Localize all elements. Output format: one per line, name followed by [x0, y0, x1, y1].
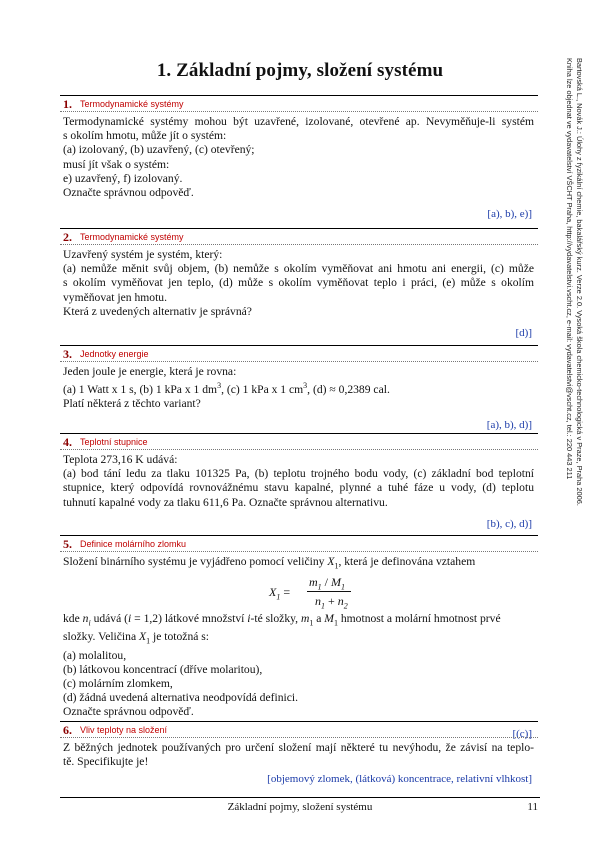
option-line: (c) molárním zlomkem, [63, 676, 173, 690]
footer-text: Základní pojmy, složení systému [227, 801, 373, 813]
text-run: (a) 1 Watt x 1 s, (b) 1 kPa x 1 dm [63, 383, 218, 397]
text-line: (a) izolovaný, (b) uzavřený, (c) otevřený; [63, 143, 255, 157]
text-run: Složení binárního systému je vyjádřeno pomocí veličiny [63, 555, 325, 568]
text-line: e) uzavřený, f) izolovaný. [63, 171, 183, 185]
problem-5 [60, 535, 538, 741]
page-title: 1. Základní pojmy, složení systému [156, 60, 444, 81]
problem-category: Termodynamické systémy [80, 99, 184, 109]
subscript: 1 [334, 561, 339, 571]
page-footer [60, 797, 540, 818]
text-line: kde $n_i$ udává (i = 1,2) látkové množství i-té složky, $m_1$ a $M_1$ hmotnost a molární hmotnost prvé [63, 611, 501, 627]
problem-header [60, 433, 538, 450]
text-line: Termodynamické systémy mohou být uzavřené, izolované, otevřené ap. Nevyměňuje-li systém [63, 115, 534, 128]
text-line: Platí některá z těchto variant? [63, 397, 201, 411]
fraction-bar [307, 591, 351, 592]
formula-denominator: $n_1 + n_2$ [315, 593, 348, 610]
symbol: X [327, 555, 335, 568]
text-line: stupnice, který odpovídá rovnovážnému stavu kapalné, plynné a tuhé fáze u vody, (d) teplotu [63, 481, 534, 495]
problem-body [60, 738, 538, 787]
problem-2 [60, 228, 538, 340]
answer: [a), b), d)] [486, 419, 532, 432]
text-line [63, 379, 534, 397]
option-line: (a) molalitou, [63, 648, 127, 662]
problem-body [60, 362, 538, 433]
problem-body [60, 552, 538, 741]
superscript: 3 [217, 381, 222, 391]
answer: [(c)] [512, 727, 532, 740]
problem-category: Jednotky energie [80, 349, 149, 359]
text-line: Teplota 273,16 K udává: [63, 453, 178, 466]
problem-1 [60, 95, 538, 221]
text-line: musí jít však o systém: [63, 157, 170, 171]
problem-number: 5. [63, 537, 72, 551]
problem-4 [60, 433, 538, 531]
option-line: (b) látkovou koncentrací (dříve molaritou), [63, 662, 263, 676]
problem-header [60, 345, 538, 362]
problem-category: Teplotní stupnice [80, 437, 148, 447]
side-note-line2: Kniha lze objednat ve vydavatelství VŠCHT Praha, http://vydavatelstvi.vscht.cz, e-mail: vydavatelstvi@vscht.cz, tel.: 220 443 211 [565, 58, 574, 480]
text-line: vyměňovat jen hmotu. [63, 290, 168, 304]
text-line: složky. Veličina $X_1$ je totožná s: [63, 630, 210, 646]
text-line: Jeden joule je energie, která je rovna: [63, 365, 237, 378]
text-line: s okolím vyměňovat jen teplo, (d) může s okolím vyměňovat teplo i práci, (e) může s okolím [63, 276, 534, 290]
text-line: (a) nemůže měnit svůj objem, (b) nemůže s okolím vyměňovat ani hmotu ani energii, (c) může [63, 262, 534, 276]
superscript: 3 [303, 381, 308, 391]
problem-header [60, 95, 538, 112]
option-line: (d) žádná uvedená alternativa neodpovídá definici. [63, 691, 298, 705]
text-line: s okolím hmotu, může jít o systém: [63, 129, 227, 143]
problem-6 [60, 721, 538, 787]
problem-body [60, 245, 538, 340]
problem-number: 4. [63, 435, 72, 449]
text-line: (a) bod tání ledu za tlaku 101325 Pa, (b) teplotu trojného bodu vody, (c) základní bod teplotní [63, 467, 534, 481]
text-line: Označte správnou odpověď. [63, 186, 194, 200]
answer: [a), b), e)] [487, 208, 532, 221]
text-run: , (c) 1 kPa x 1 cm [221, 383, 304, 397]
side-note [566, 58, 598, 658]
answer: [d)] [515, 327, 532, 340]
problem-category: Termodynamické systémy [80, 232, 184, 242]
problem-header [60, 535, 538, 552]
text-line: Označte správnou odpověď. [63, 705, 194, 719]
problem-category: Vliv teploty na složení [80, 725, 168, 735]
text-run: , (d) ≈ 0,2389 cal. [307, 383, 390, 397]
text-line: tuhnutí kapalné vody za tlaku 611,6 Pa. Označte správnou alternativu. [63, 495, 388, 509]
answer: [objemový zlomek, (látková) koncentrace, relativní vlhkost] [267, 773, 532, 786]
text-line [63, 555, 534, 574]
problem-3 [60, 345, 538, 433]
page-number: 11 [527, 801, 538, 813]
problem-body [60, 450, 538, 531]
answer: [b), c), d)] [486, 517, 532, 530]
problem-number: 2. [63, 230, 72, 244]
problem-header [60, 228, 538, 245]
formula-numerator: $m_1 / M_1$ [309, 574, 346, 591]
problem-header [60, 721, 538, 738]
text-line: tě. Specifikujte je! [63, 755, 149, 769]
text-line: Uzavřený systém je systém, který: [63, 248, 223, 261]
problem-number: 6. [63, 723, 72, 737]
text-line: Která z uvedených alternativ je správná? [63, 304, 252, 318]
problem-number: 3. [63, 347, 72, 361]
side-note-line1: Bartovská L., Novák J.: Úlohy z fyzikální chemie, bakalářský kurz. Verze 2.0. Vysoká škola chemicko-technologická v Praze, Praha 2006. [575, 58, 584, 506]
problem-category: Definice molárního zlomku [80, 539, 187, 549]
mole-fraction-formula [63, 574, 534, 612]
problem-body [60, 112, 538, 221]
problem-number: 1. [63, 97, 72, 111]
formula-lhs: $X_1$ = [269, 584, 291, 601]
text-line: Z běžných jednotek používaných pro určení složení mají některé tu nevýhodu, že závisí na teplo- [63, 741, 534, 754]
text-run: , která je definována vztahem [338, 555, 476, 568]
